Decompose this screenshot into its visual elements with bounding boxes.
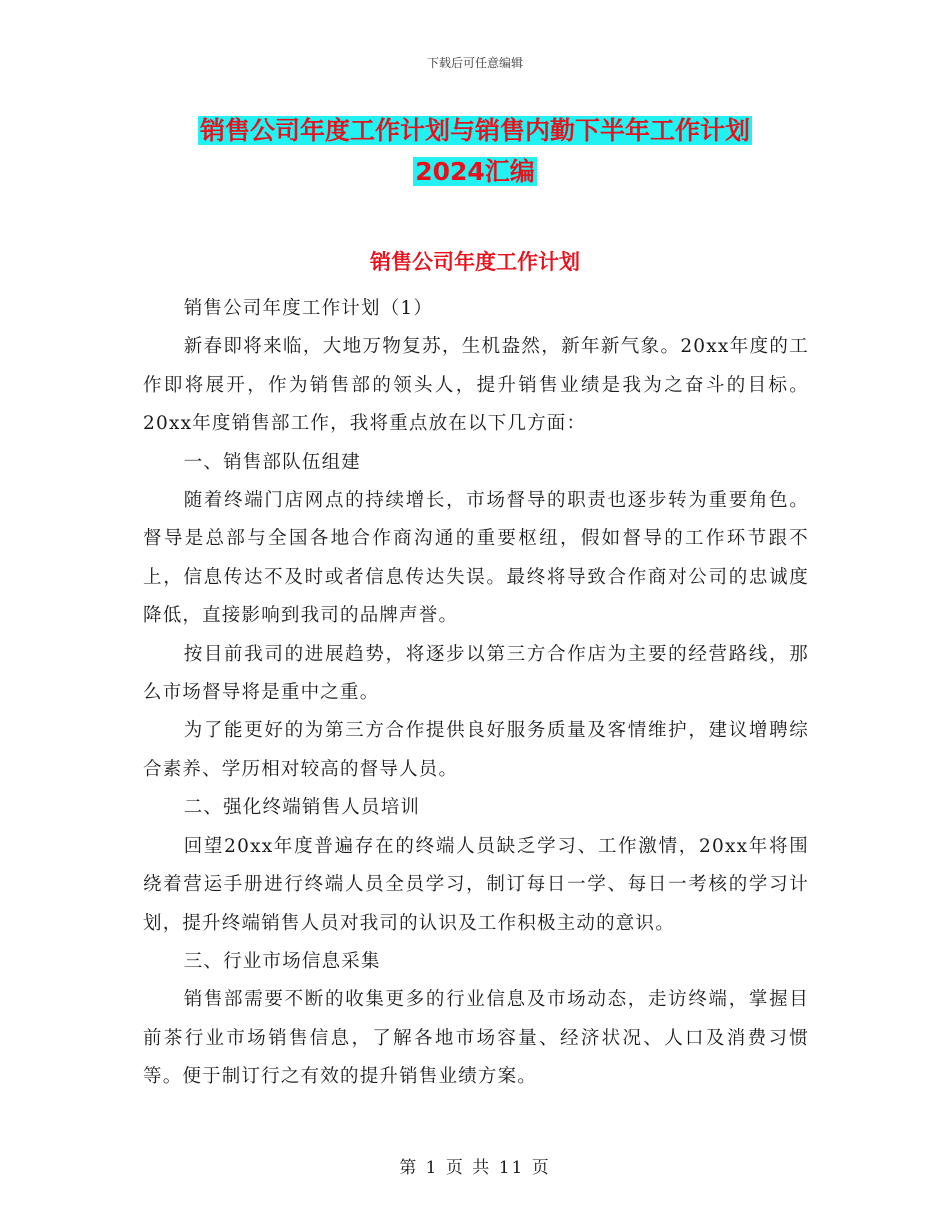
header-note: 下载后可任意编辑 [426,56,523,70]
body-text [143,290,809,1097]
paragraph: 新春即将来临，大地万物复苏，生机盎然，新年新气象。20xx年度的工作即将展开，作为销售部的领头人，提升销售业绩是我为之奋斗的目标。20xx年度销售部工作，我将重点放在以下几方面： [143,336,809,435]
paragraph: 销售公司年度工作计划（1） [183,298,434,319]
section-title: 销售公司年度工作计划 [370,250,580,274]
paragraph: 随着终端门店网点的持续增长，市场督导的职责也逐步转为重要角色。督导是总部与全国各地合作商沟通的重要枢纽，假如督导的工作环节跟不上，信息传达不及时或者信息传达失误。最终将导致合作商对公司的忠诚度降低，直接影响到我司的品牌声誉。 [143,490,809,627]
document-title [0,110,950,192]
title-line-1: 销售公司年度工作计划与销售内勤下半年工作计划 [199,116,750,145]
paragraph: 为了能更好的为第三方合作提供良好服务质量及客情维护，建议增聘综合素养、学历相对较高的督导人员。 [143,720,809,780]
title-line-2: 2024汇编 [415,157,535,186]
paragraph: 回望20xx年度普遍存在的终端人员缺乏学习、工作激情，20xx年将围绕着营运手册进行终端人员全员学习，制订每日一学、每日一考核的学习计划，提升终端销售人员对我司的认识及工作积极主动的意识。 [143,835,809,934]
paragraph: 一、销售部队伍组建 [183,451,361,473]
page-number-footer: 第 1 页 共 11 页 [399,1158,551,1178]
paragraph: 二、强化终端销售人员培训 [183,797,421,819]
paragraph: 三、行业市场信息采集 [183,950,381,972]
paragraph: 按目前我司的进展趋势，将逐步以第三方合作店为主要的经营路线，那么市场督导将是重中之重。 [143,643,809,704]
paragraph: 销售部需要不断的收集更多的行业信息及市场动态，走访终端，掌握目前茶行业市场销售信息，了解各地市场容量、经济状况、人口及消费习惯等。便于制订行之有效的提升销售业绩方案。 [143,989,809,1088]
